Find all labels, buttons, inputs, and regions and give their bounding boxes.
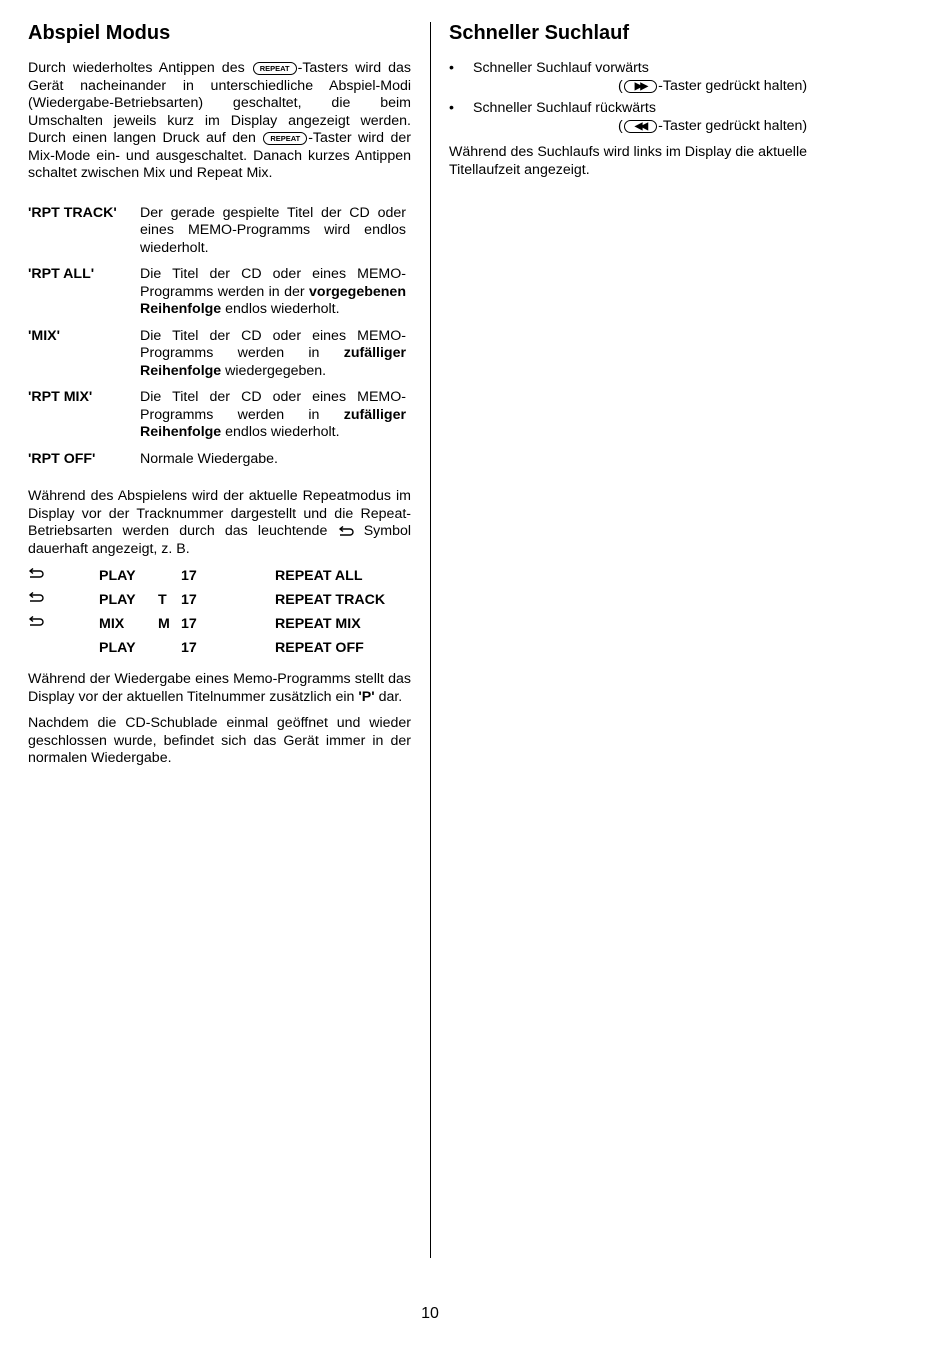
repeat-button-icon-2: REPEAT bbox=[263, 132, 307, 145]
display-row bbox=[28, 613, 411, 637]
display-mode: PLAY bbox=[99, 640, 136, 657]
hint-suffix: -Taster gedrückt halten) bbox=[658, 77, 808, 94]
mode-description bbox=[140, 389, 406, 442]
display-row bbox=[28, 565, 411, 589]
display-paragraph bbox=[28, 488, 411, 558]
list-item bbox=[449, 60, 849, 95]
repeat-symbol-icon bbox=[338, 526, 354, 536]
bullet: • bbox=[449, 100, 454, 116]
display-examples bbox=[28, 565, 411, 661]
mode-desc-text: Die Titel der CD oder eines MEMO-Programms werden in bbox=[140, 327, 406, 361]
display-mode: PLAY bbox=[99, 568, 136, 585]
repeat-symbol-icon bbox=[28, 568, 99, 586]
section-title-schneller-suchlauf: Schneller Suchlauf bbox=[449, 22, 630, 44]
column-divider bbox=[430, 22, 431, 1258]
display-track: 17 bbox=[181, 592, 197, 609]
mode-description bbox=[140, 205, 406, 258]
right-column bbox=[449, 20, 849, 179]
display-repeat: REPEAT MIX bbox=[275, 616, 361, 633]
list-item-hint bbox=[473, 78, 849, 96]
list-item-hint bbox=[473, 118, 849, 136]
mode-description bbox=[140, 451, 406, 469]
page-number: 10 bbox=[421, 1305, 439, 1322]
display-mode: MIX bbox=[99, 616, 125, 633]
rewind-button-icon: ◀◀ bbox=[624, 120, 657, 133]
search-list bbox=[449, 60, 849, 135]
mode-key: 'MIX' bbox=[28, 327, 60, 344]
display-mode: PLAY bbox=[99, 592, 136, 609]
mode-desc-text: Normale Wiedergabe. bbox=[140, 450, 278, 467]
display-text-1: Während des Abspielens wird der aktuelle Repeatmodus im Display vor der Tracknummer dargestellt und die Repeat-Betriebsarten werden durch das leuchtende bbox=[28, 488, 411, 539]
intro-paragraph bbox=[28, 60, 411, 183]
mode-key: 'RPT TRACK' bbox=[28, 204, 117, 221]
display-track: 17 bbox=[181, 640, 197, 657]
mode-desc-bold: zufälliger Reihenfolge bbox=[140, 345, 406, 379]
repeat-button-icon: REPEAT bbox=[253, 62, 297, 75]
mode-key: 'RPT ALL' bbox=[28, 266, 95, 282]
mode-desc-text: Die Titel der CD oder eines MEMO-Programms werden in der bbox=[140, 266, 406, 300]
list-item bbox=[449, 100, 849, 135]
display-track: 17 bbox=[181, 616, 197, 633]
intro-text-4: -Taster wird der Mix-Mode ein- und ausgeschaltet. Danach kurzes Antippen schaltet zwischen Mix und Repeat Mix. bbox=[28, 130, 411, 181]
search-note: Während des Suchlaufs wird links im Display die aktuelle Titellaufzeit angezeigt. bbox=[449, 144, 807, 178]
mode-list bbox=[28, 205, 411, 469]
list-item-label: Schneller Suchlauf vorwärts bbox=[473, 60, 649, 76]
intro-text-2: -Tasters wird das Gerät nacheinander in unterschiedliche Abspiel-Modi (Wiedergabe-Betriebsarten) geschaltet, die beim Umschalten jeweils kurz im Display angezeigt werden. bbox=[28, 60, 411, 129]
fast-forward-button-icon: ▶▶ bbox=[624, 80, 657, 93]
mode-desc-text: Die Titel der CD oder eines MEMO-Programms werden in bbox=[140, 389, 406, 423]
mode-desc-text: Der gerade gespielte Titel der CD oder eines MEMO-Programms wird endlos wiederholt. bbox=[140, 204, 406, 256]
display-text-2: Symbol dauerhaft angezeigt, z. B. bbox=[28, 523, 411, 557]
memo-text-2: dar. bbox=[378, 688, 403, 705]
open-paren: ( bbox=[618, 77, 623, 94]
section-title-abspiel-modus: Abspiel Modus bbox=[28, 22, 171, 44]
closing-paragraph: Nachdem die CD-Schublade einmal geöffnet und wieder geschlossen wurde, befindet sich das Gerät immer in der normalen Wiedergabe. bbox=[28, 715, 411, 766]
mode-desc-text-end: wiedergegeben. bbox=[225, 362, 327, 379]
hint-suffix: -Taster gedrückt halten) bbox=[658, 117, 808, 134]
mode-desc-bold: vorgegebenen Reihenfolge bbox=[140, 283, 406, 317]
list-item-label: Schneller Suchlauf rückwärts bbox=[473, 100, 656, 116]
mode-description bbox=[140, 328, 406, 381]
bullet: • bbox=[449, 60, 454, 76]
mode-item bbox=[28, 205, 411, 258]
left-column bbox=[28, 20, 411, 768]
display-repeat: REPEAT TRACK bbox=[275, 592, 386, 609]
display-repeat: REPEAT OFF bbox=[275, 640, 364, 657]
mode-desc-bold: zufälliger Reihenfolge bbox=[140, 406, 406, 440]
open-paren: ( bbox=[618, 117, 623, 134]
display-repeat: REPEAT ALL bbox=[275, 568, 363, 585]
mode-desc-text-end: endlos wiederholt. bbox=[225, 301, 340, 317]
display-track: 17 bbox=[181, 568, 197, 585]
intro-text-3: Durch einen langen Druck auf den bbox=[28, 130, 256, 146]
mode-key: 'RPT OFF' bbox=[28, 450, 96, 467]
display-row bbox=[28, 589, 411, 613]
memo-p-label: 'P' bbox=[358, 688, 375, 705]
mode-description bbox=[140, 266, 406, 319]
repeat-symbol-icon bbox=[28, 616, 99, 634]
mode-item bbox=[28, 389, 411, 442]
mode-desc-text-end: endlos wiederholt. bbox=[225, 424, 340, 440]
display-row bbox=[28, 637, 411, 661]
mode-key: 'RPT MIX' bbox=[28, 389, 93, 405]
intro-text-1: Durch wiederholtes Antippen des bbox=[28, 60, 245, 76]
memo-paragraph bbox=[28, 671, 411, 706]
repeat-symbol-icon bbox=[28, 592, 99, 610]
mode-item bbox=[28, 451, 411, 469]
display-flag: T bbox=[158, 592, 167, 609]
mode-item bbox=[28, 328, 411, 381]
display-flag: M bbox=[158, 616, 170, 633]
memo-text-1: Während der Wiedergabe eines Memo-Programms stellt das Display vor der aktuellen Titelnummer zusätzlich ein bbox=[28, 671, 411, 705]
mode-item bbox=[28, 266, 411, 319]
